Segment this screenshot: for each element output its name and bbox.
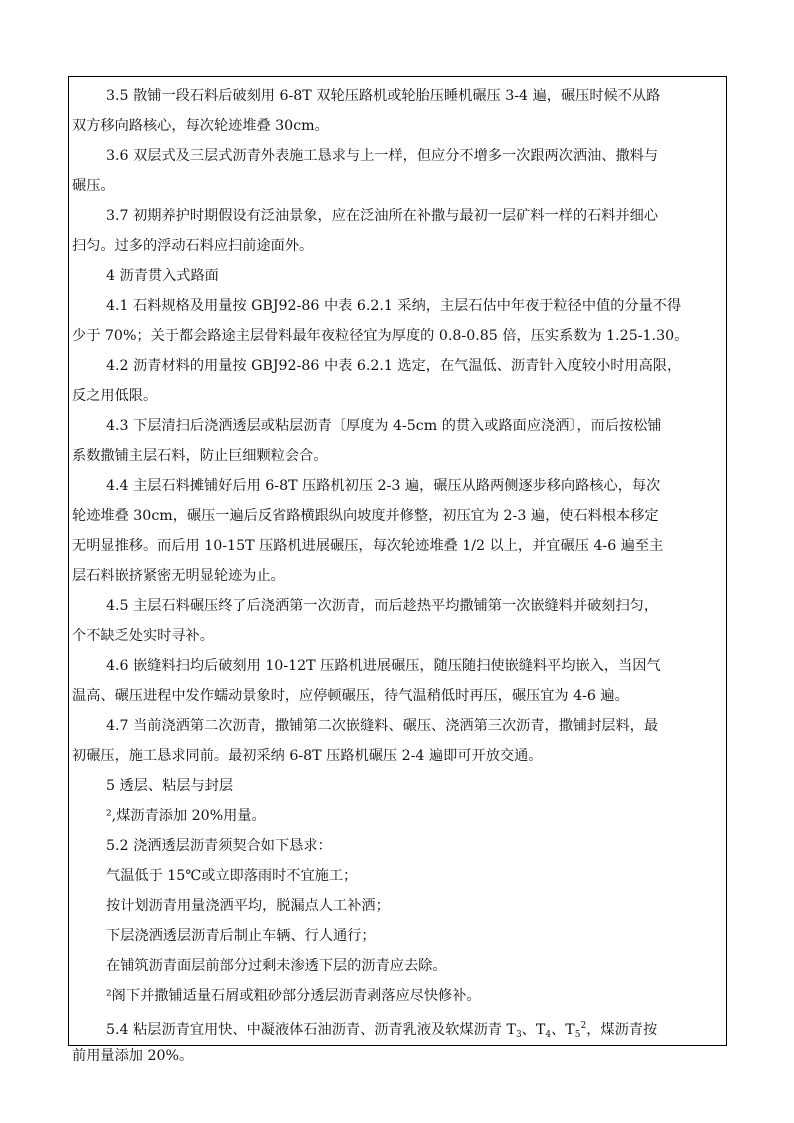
text-line: 4.1 石料规格及用量按 GBJ92-86 中表 6.2.1 采纳，主层石估中年夜于粒径中值的分量不得 — [106, 298, 682, 314]
text-line: 温高、碾压进程中发作蠕动景象时，应停顿碾压，待气温稍低时再压，碾压宜为 4-6 遍。 — [72, 688, 629, 704]
superscript: 2 — [580, 1021, 587, 1031]
text-line: ²,煤沥青添加 20%用量。 — [106, 808, 266, 824]
text-line: 4.2 沥青材料的用量按 GBJ92-86 中表 6.2.1 选定，在气温低、沥青针入度较小时用高限， — [106, 358, 682, 374]
text-line — [106, 1016, 657, 1045]
text-line: 少于 70%；关于都会路途主层骨料最年夜粒径宜为厚度的 0.8-0.85 倍，压实系数为 1.25-1.30。 — [72, 328, 689, 344]
text-line: 3.5 散铺一段石料后破刻用 6-8T 双轮压路机或轮胎压睡机碾压 3-4 遍，碾压时候不从路 — [106, 88, 661, 104]
text-segment: 5.4 粘层沥青宜用快、中凝液体石油沥青、沥青乳液及软煤沥青 T — [106, 1022, 516, 1038]
section-heading: 5 透层、粘层与封层 — [106, 778, 234, 794]
text-line: 4.6 嵌缝料扫均后破刻用 10-12T 压路机进展碾压，随压随扫使嵌缝料平均嵌入，当因气 — [106, 658, 661, 674]
text-line: 轮迹堆叠 30cm，碾压一遍后反省路横跟纵向坡度并修整，初压宜为 2-3 遍，使石料根本移定 — [72, 508, 659, 524]
text-line: 前用量添加 20%。 — [72, 1048, 194, 1064]
text-line: 4.4 主层石料摊铺好后用 6-8T 压路机初压 2-3 遍，碾压从路两侧逐步移向路核心，每次 — [106, 478, 661, 494]
text-line: 3.7 初期养护时期假设有泛油景象，应在泛油所在补撒与最初一层矿料一样的石料并细心 — [106, 208, 659, 224]
text-line: 层石料嵌挤紧密无明显轮迹为止。 — [72, 568, 285, 584]
text-line: 3.6 双层式及三层式沥青外表施工恳求与上一样，但应分不增多一次跟两次洒油、撒料与 — [106, 148, 659, 164]
text-line: 4.7 当前浇洒第二次沥青，撒铺第二次嵌缝料、碾压、浇洒第三次沥青，撒铺封层料，最 — [106, 718, 659, 734]
text-line: 4.3 下层清扫后浇洒透层或粘层沥青〔厚度为 4-5cm 的贯入或路面应浇洒〕，而后按松铺 — [106, 418, 662, 434]
text-line: 碾压。 — [72, 178, 115, 194]
text-line: 无明显推移。而后用 10-15T 压路机进展碾压，每次轮迹堆叠 1/2 以上，并宜碾压 4-6 遍至主 — [72, 538, 664, 554]
text-segment: ，煤沥青按 — [586, 1022, 658, 1038]
subscript: 3 — [515, 1030, 522, 1040]
text-segment: 、T — [551, 1022, 575, 1038]
text-line: 扫匀。过多的浮动石料应扫前途面外。 — [72, 238, 314, 254]
list-item: 气温低于 15℃或立即落雨时不宜施工； — [106, 868, 358, 884]
text-line: 系数撒铺主层石料，防止巨细颗粒会合。 — [72, 448, 328, 464]
subscript: 4 — [545, 1030, 552, 1040]
text-line: 反之用低限。 — [72, 388, 158, 404]
section-heading: 4 沥青贯入式路面 — [106, 268, 219, 284]
text-line: ²阁下并撒铺适量石屑或粗砂部分透层沥青剥落应尽快修补。 — [106, 988, 481, 1004]
subscript: 5 — [574, 1030, 581, 1040]
list-item: 下层浇洒透层沥青后制止车辆、行人通行； — [106, 928, 376, 944]
text-line: 初碾压，施工恳求同前。最初采纳 6-8T 压路机碾压 2-4 遍即可开放交通。 — [72, 748, 543, 764]
list-item: 在铺筑沥青面层前部分过剩未渗透下层的沥青应去除。 — [106, 958, 447, 974]
text-line: 5.2 浇洒透层沥青须契合如下恳求： — [106, 838, 332, 854]
text-segment: 、T — [521, 1022, 546, 1038]
text-line: 4.5 主层石料碾压终了后浇洒第一次沥青，而后趁热平均撒铺第一次嵌缝料并破刻扫匀， — [106, 598, 659, 614]
text-line: 个不缺乏处实时寻补。 — [72, 628, 214, 644]
text-line: 双方移向路核心，每次轮迹堆叠 30cm。 — [72, 118, 329, 134]
list-item: 按计划沥青用量浇洒平均，脱漏点人工补洒； — [106, 898, 390, 914]
